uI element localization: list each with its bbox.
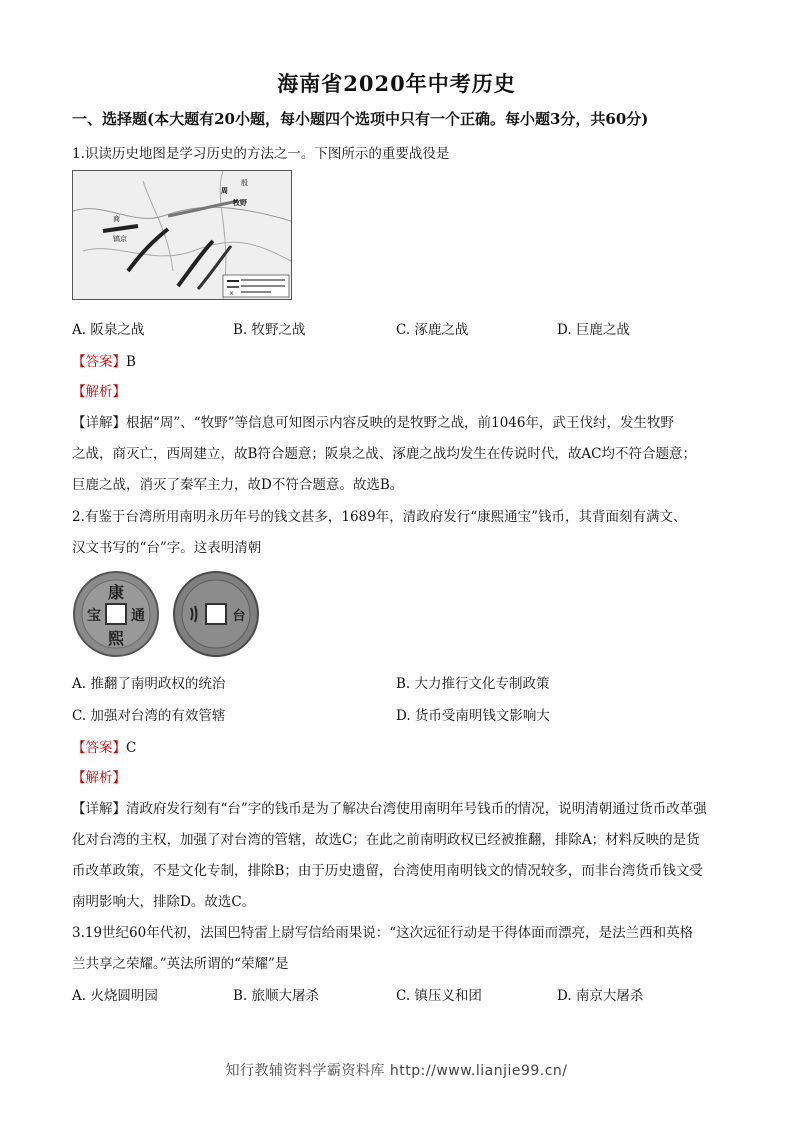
- q3-option-c: C. 镇压义和团: [396, 988, 482, 1004]
- map-label-yin: 殷: [241, 179, 248, 187]
- q2-option-a: A. 推翻了南明政权的统治: [72, 676, 226, 692]
- q2-detail-text-1: 清政府发行刻有“台”字的钱币是为了解决台湾使用南明年号钱币的情况，说明清朝通过货币改革强: [126, 801, 707, 817]
- q1-answer: B: [126, 354, 136, 370]
- page-title: 海南省2020年中考历史: [277, 71, 516, 96]
- q2-option-c: C. 加强对台湾的有效管辖: [72, 708, 226, 724]
- coin-back-char: 台: [232, 609, 246, 624]
- q3-stem-line-2: 兰共享之荣耀。”英法所谓的“荣耀”是: [72, 956, 289, 972]
- q2-stem-line-2: 汉文书写的“台”字。这表明清朝: [72, 540, 262, 556]
- q2-detail-line-3: 币改革政策，不是文化专制，排除B；由于历史遗留，台湾使用南明钱文的情况较多，而非台湾货币钱文受: [72, 863, 703, 879]
- q2-answer: C: [126, 740, 137, 756]
- q1-answer-line: [72, 350, 136, 370]
- coin-char-left: 宝: [87, 608, 101, 624]
- q3-stem-line-1: 3.19世纪60年代初，法国巴特雷上尉写信给雨果说：“这次远征行动是干得体面而漂亮，是法兰西和英格: [72, 925, 694, 941]
- q1-answer-tag: 【答案】: [72, 354, 126, 370]
- map-label-haojing: 镐京: [113, 235, 127, 243]
- q3-option-d: D. 南京大屠杀: [557, 988, 644, 1004]
- q2-detail-tag: 【详解】: [72, 801, 126, 817]
- q1-stem: 1.识读历史地图是学习历史的方法之一。下图所示的重要战役是: [72, 146, 450, 162]
- q3-option-a: A. 火烧圆明园: [72, 988, 158, 1004]
- coin-char-top: 康: [107, 583, 125, 602]
- map-label-muye: 牧野: [233, 198, 247, 207]
- q1-option-c: C. 涿鹿之战: [396, 322, 469, 338]
- q1-detail-line-2: 之战，商灭亡，西周建立，故B符合题意；阪泉之战、涿鹿之战均发生在传说时代，故AC均不符合题意；: [72, 446, 696, 462]
- q3-option-b: B. 旅顺大屠杀: [233, 988, 320, 1004]
- q2-detail-line-2: 化对台湾的主权，加强了对台湾的管辖，故选C；在此之前南明政权已经被推翻，排除A；材料反映的是货: [72, 832, 700, 848]
- q2-analysis-tag: 【解析】: [72, 770, 126, 786]
- q1-analysis-tag: 【解析】: [72, 384, 126, 400]
- q1-option-a: A. 阪泉之战: [72, 322, 145, 338]
- battle-map-image: [72, 170, 292, 300]
- q2-option-b: B. 大力推行文化专制政策: [396, 676, 550, 692]
- q2-detail-line-1: [72, 797, 707, 817]
- svg-text:×: ×: [229, 290, 235, 297]
- coin-char-bottom: 熙: [107, 629, 125, 648]
- q2-answer-line: [72, 736, 136, 756]
- q1-detail-tag: 【详解】: [72, 415, 126, 431]
- q1-detail-line-1: [72, 411, 674, 431]
- q1-detail-text-1: 根据“周”、“牧野”等信息可知图示内容反映的是牧野之战，前1046年，武王伐纣，发生牧野: [126, 415, 674, 431]
- q1-option-d: D. 巨鹿之战: [557, 322, 630, 338]
- q2-option-d: D. 货币受南明钱文影响大: [396, 708, 550, 724]
- map-label-zhou: 周: [221, 186, 228, 195]
- section-heading: 一、选择题(本大题有20小题，每小题四个选项中只有一个正确。每小题3分，共60分): [72, 110, 649, 128]
- map-label-shang: 商: [113, 215, 120, 223]
- coin-back-image: [171, 570, 261, 662]
- q2-answer-tag: 【答案】: [72, 740, 126, 756]
- q1-detail-line-3: 巨鹿之战，消灭了秦军主力，故D不符合题意。故选B。: [72, 477, 404, 493]
- q2-detail-line-4: 南明影响大，排除D。故选C。: [72, 894, 256, 910]
- coin-front-image: [72, 570, 160, 662]
- footer-watermark: 知行教辅资料学霸资料库 http://www.lianjie99.cn/: [225, 1063, 568, 1079]
- q1-option-b: B. 牧野之战: [233, 322, 306, 338]
- q2-stem-line-1: 2.有鉴于台湾所用南明永历年号的钱文甚多，1689年，清政府发行“康熙通宝”钱币，其背面刻有满文、: [72, 509, 687, 525]
- coin-char-right: 通: [131, 608, 145, 624]
